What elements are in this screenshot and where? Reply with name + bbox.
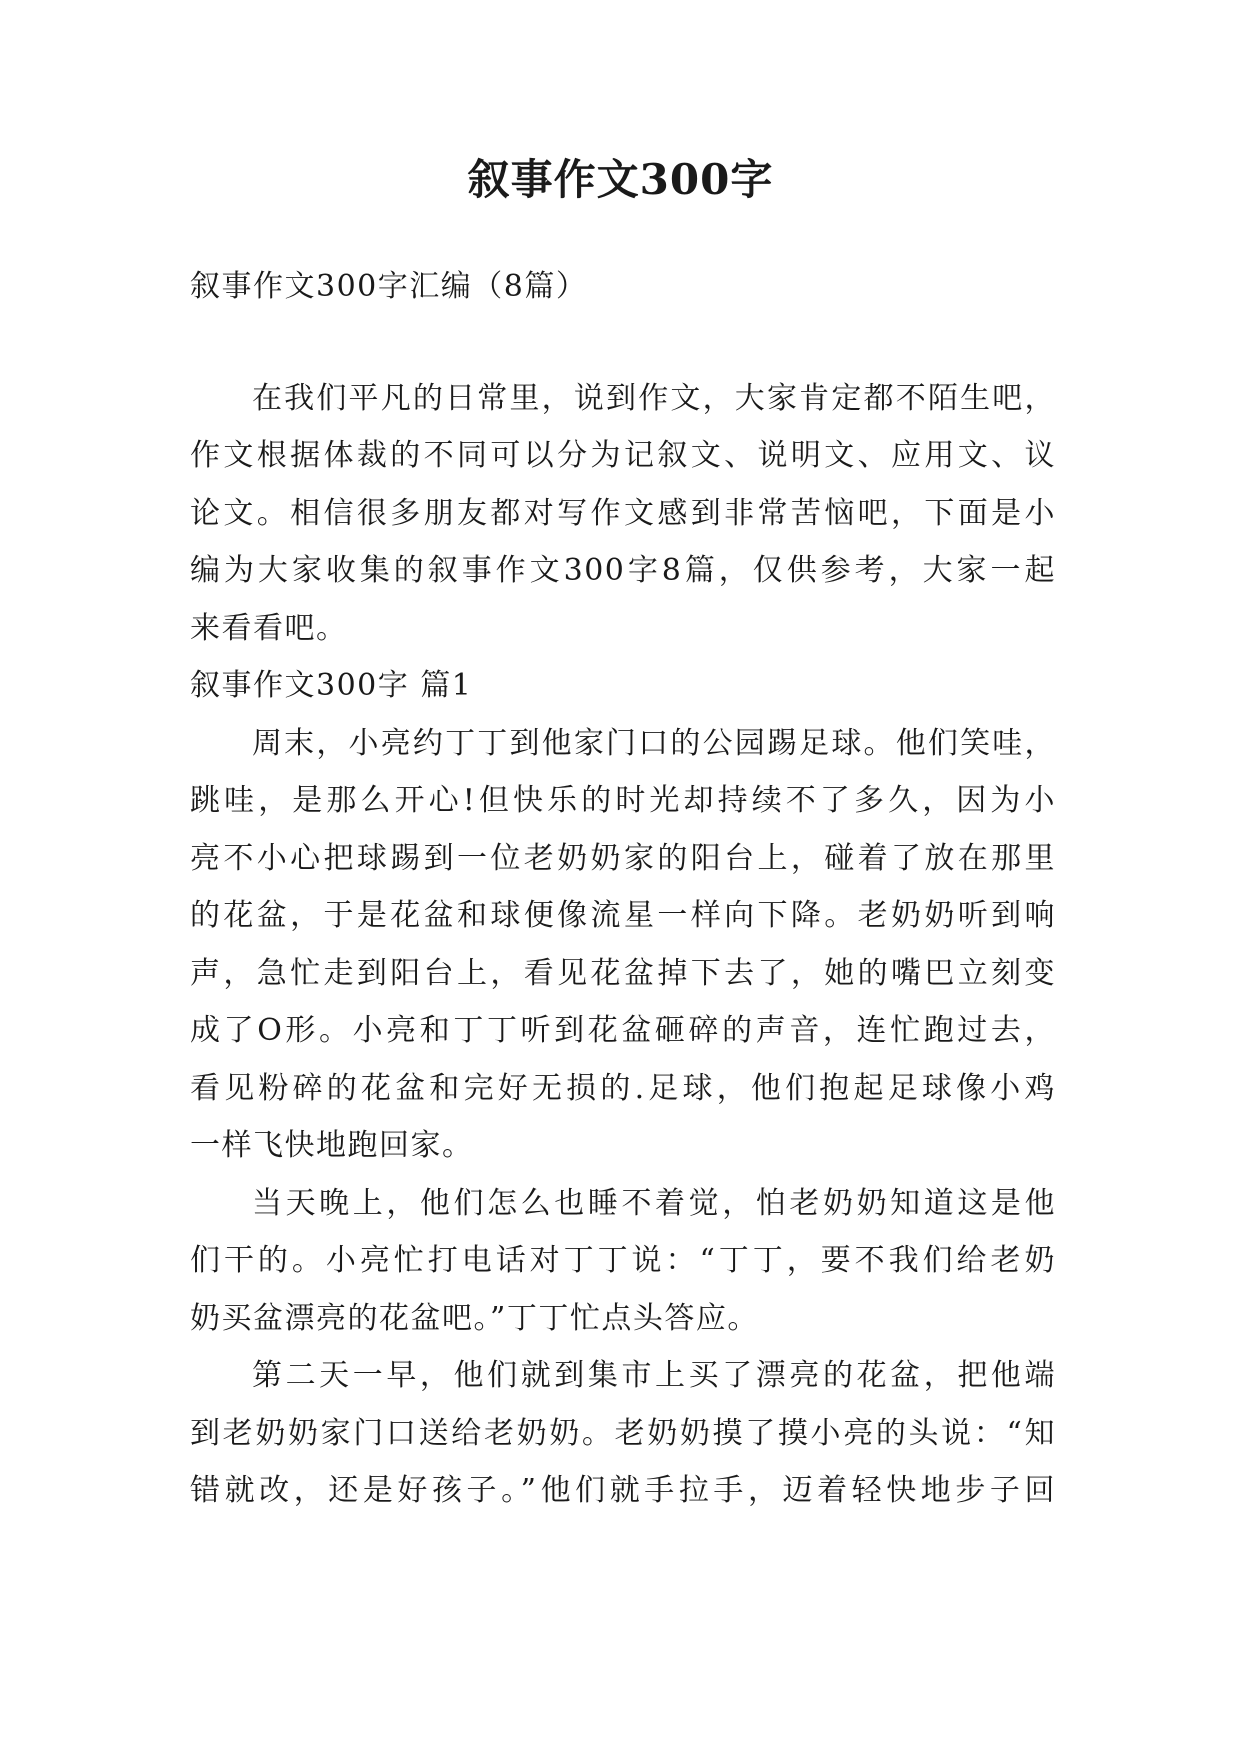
text-line: 编为大家收集的叙事作文300字8篇，仅供参考，大家一起 bbox=[190, 553, 1056, 588]
story-paragraph-2 bbox=[190, 1175, 1056, 1348]
document-body bbox=[190, 258, 1056, 1520]
text-line: 亮不小心把球踢到一位老奶奶家的阳台上，碰着了放在那里 bbox=[190, 840, 1056, 876]
text-line: 奶买盆漂亮的花盆吧。”丁丁忙点头答应。 bbox=[190, 1300, 759, 1336]
blank-line bbox=[190, 316, 1056, 370]
text-line: 第二天一早，他们就到集市上买了漂亮的花盆，把他端 bbox=[252, 1358, 1056, 1393]
text-line: 成了O形。小亮和丁丁听到花盆砸碎的声音，连忙跑过去， bbox=[190, 1013, 1056, 1048]
text-line: 到老奶奶家门口送给老奶奶。老奶奶摸了摸小亮的头说：“知 bbox=[190, 1415, 1056, 1451]
story-paragraph-1 bbox=[190, 715, 1056, 1175]
text-line: 跳哇，是那么开心!但快乐的时光却持续不了多久，因为小 bbox=[190, 783, 1056, 818]
document-title: 叙事作文300字 bbox=[467, 155, 774, 204]
text-line: 的花盆，于是花盆和球便像流星一样向下降。老奶奶听到响 bbox=[190, 898, 1056, 933]
text-line: 作文根据体裁的不同可以分为记叙文、说明文、应用文、议 bbox=[190, 438, 1056, 473]
story-paragraph-3 bbox=[190, 1347, 1056, 1520]
document-subtitle: 叙事作文300字汇编（8篇） bbox=[190, 269, 588, 304]
text-line: 论文。相信很多朋友都对写作文感到非常苦恼吧，下面是小 bbox=[190, 495, 1056, 531]
text-line: 来看看吧。 bbox=[190, 610, 348, 646]
text-line: 一样飞快地跑回家。 bbox=[190, 1128, 474, 1163]
text-line: 周末，小亮约丁丁到他家门口的公园踢足球。他们笑哇， bbox=[252, 725, 1056, 761]
text-line: 当天晚上，他们怎么也睡不着觉，怕老奶奶知道这是他 bbox=[252, 1185, 1056, 1221]
text-line: 错就改，还是好孩子。”他们就手拉手，迈着轻快地步子回 bbox=[190, 1473, 1056, 1508]
text-line: 们干的。小亮忙打电话对丁丁说：“丁丁，要不我们给老奶 bbox=[190, 1243, 1056, 1278]
text-line: 看见粉碎的花盆和完好无损的.足球，他们抱起足球像小鸡 bbox=[190, 1070, 1056, 1106]
text-line: 声，急忙走到阳台上，看见花盆掉下去了，她的嘴巴立刻变 bbox=[190, 955, 1056, 991]
section-heading: 叙事作文300字 篇1 bbox=[190, 668, 473, 703]
text-line: 在我们平凡的日常里，说到作文，大家肯定都不陌生吧， bbox=[252, 380, 1056, 416]
intro-paragraph bbox=[190, 370, 1056, 658]
